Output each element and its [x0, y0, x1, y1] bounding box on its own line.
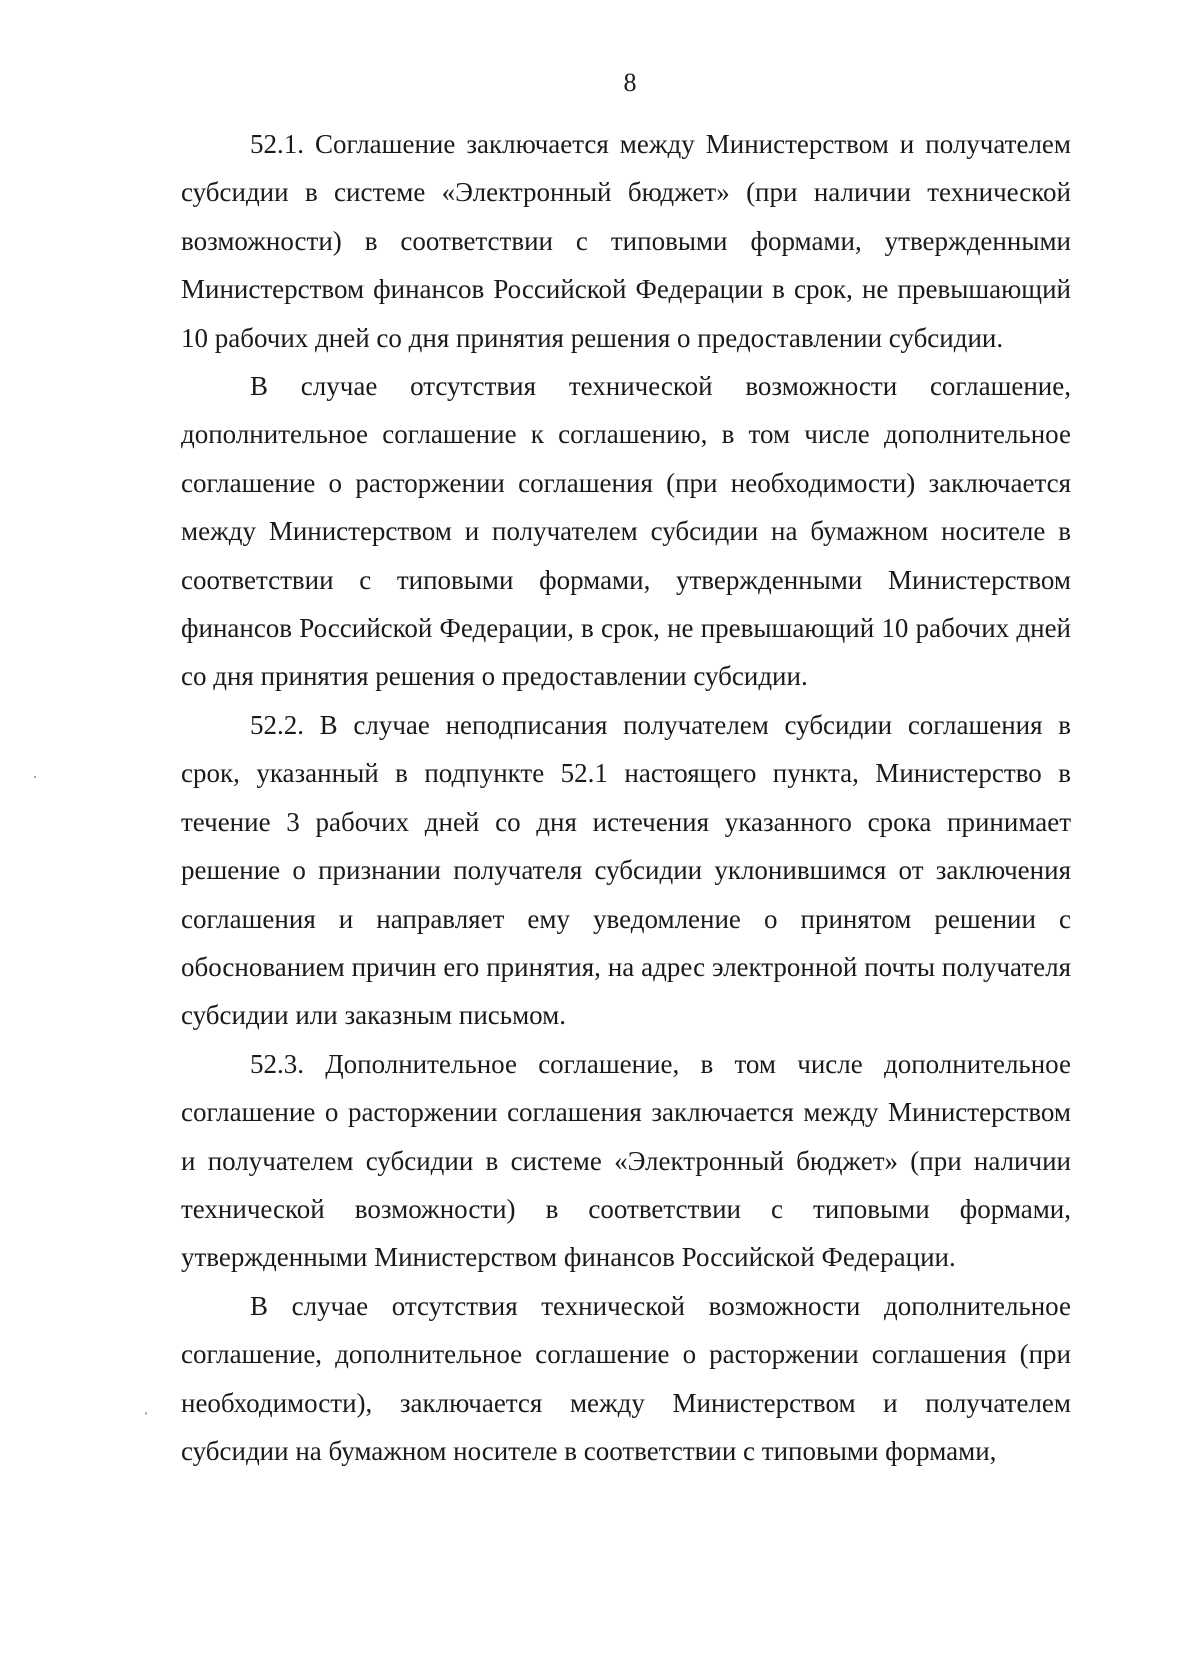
- scan-speck: [145, 1412, 147, 1415]
- paragraph-52-3: 52.3. Дополнительное соглашение, в том числе дополнительное соглашение о расторжении соглашения заключается между Министерством и получателем субсидии в системе «Электронный бюджет» (при наличии технической возможности) в соответствии с типовыми формами, утвержденными Министерством финансов Российской Федерации.: [181, 1048, 1071, 1273]
- document-body: [181, 120, 1071, 1475]
- page-number: 8: [623, 68, 637, 97]
- paragraph-52-3-paper: В случае отсутствия технической возможности дополнительное соглашение, дополнительное соглашение о расторжении соглашения (при необходимости), заключается между Министерством и получателем субсидии на бумажном носителе в соответствии с типовыми формами,: [181, 1290, 1071, 1466]
- scan-speck: [34, 776, 36, 778]
- paragraph-52-1-paper: В случае отсутствия технической возможности соглашение, дополнительное соглашение к соглашению, в том числе дополнительное соглашение о расторжении соглашения (при необходимости) заключается между Министерством и получателем субсидии на бумажном носителе в соответствии с типовыми формами, утвержденными Министерством финансов Российской Федерации, в срок, не превышающий 10 рабочих дней со дня принятия решения о предоставлении субсидии.: [181, 371, 1071, 692]
- paragraph-52-1: 52.1. Соглашение заключается между Министерством и получателем субсидии в системе «Электронный бюджет» (при наличии технической возможности) в соответствии с типовыми формами, утвержденными Министерством финансов Российской Федерации в срок, не превышающий 10 рабочих дней со дня принятия решения о предоставлении субсидии.: [181, 129, 1071, 353]
- paragraph-52-2: 52.2. В случае неподписания получателем субсидии соглашения в срок, указанный в подпункте 52.1 настоящего пункта, Министерство в течение 3 рабочих дней со дня истечения указанного срока принимает решение о признании получателя субсидии уклонившимся от заключения соглашения и направляет ему уведомление о принятом решении с обоснованием причин его принятия, на адрес электронной почты получателя субсидии или заказным письмом.: [181, 709, 1071, 1031]
